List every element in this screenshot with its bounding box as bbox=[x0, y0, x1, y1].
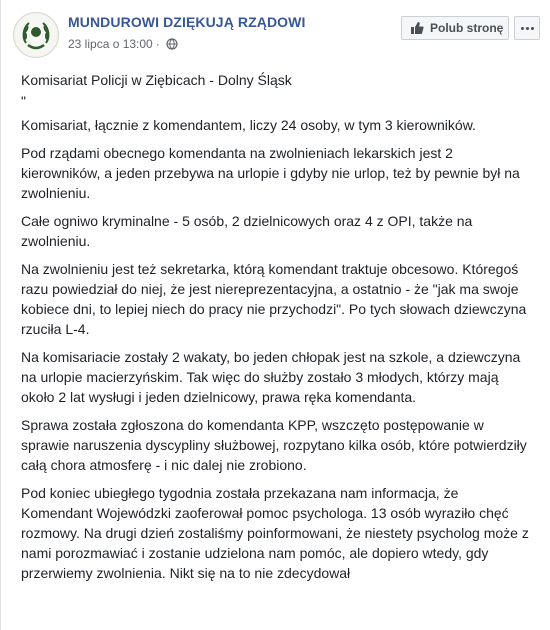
post-meta bbox=[68, 37, 178, 53]
laurel-wreath-logo-icon bbox=[14, 13, 58, 57]
like-page-label: Polub stronę bbox=[430, 21, 504, 35]
like-page-button[interactable] bbox=[401, 16, 509, 40]
post-paragraph: Pod koniec ubiegłego tygodnia została przekazana nam informacja, że Komendant Wojewódzki zaoferował pomoc psychologa. 13 osób wyraziło chęć rozmowy. Na drugi dzień zostaliśmy poinformowani, że niestety psycholog może z nami porozmawiać i zostanie udzielona nam pomóc, ale dopiero wtedy, gdy przerwiemy zwolnienia. Nikt się na to nie zdecydował bbox=[21, 485, 529, 581]
post-title: Komisariat Policji w Ziębicach - Dolny Śląsk bbox=[21, 72, 292, 88]
post-header bbox=[11, 10, 541, 60]
post-paragraph: Całe ogniwo kryminalne - 5 osób, 2 dzielnicowych oraz 4 z OPI, także na zwolnieniu. bbox=[21, 213, 473, 249]
post-date-link[interactable]: 23 lipca o 13:00 bbox=[68, 37, 153, 51]
post-paragraph: Komisariat, łącznie z komendantem, liczy 24 osoby, w tym 3 kierowników. bbox=[21, 117, 476, 133]
post-paragraph: Na komisariacie zostały 2 wakaty, bo jeden chłopak jest na szkole, a dziewczyna na urlopie macierzyńskim. Tak więc do służby zostało 3 młodych, którzy mają około 2 lat wysługi i jeden dzielnicowy, prawa ręka komendanta. bbox=[21, 349, 521, 405]
post-paragraph: Sprawa została zgłoszona do komendanta KPP, wszczęto postępowanie w sprawie naruszenia dyscypliny służbowej, rozpytano kilka osób, które potwierdziły całą chora atmosferę - i nic dalej nie zrobiono. bbox=[21, 417, 527, 473]
more-options-icon[interactable] bbox=[514, 16, 540, 40]
post-paragraph: Na zwolnieniu jest też sekretarka, którą komendant traktuje obcesowo. Któregoś razu powiedział do niej, że jest niereprezentacyjna, a ostatnio - że "jak ma swoje kobiece dni, to lepiej niech do pracy nie przychodzi". Po tych słowach dziewczyna rzuciła L-4. bbox=[21, 261, 527, 337]
page-name-link[interactable]: MUNDUROWI DZIĘKUJĄ RZĄDOWI bbox=[68, 14, 306, 30]
page-avatar[interactable] bbox=[13, 12, 59, 58]
thumbs-up-icon bbox=[410, 21, 424, 35]
meta-separator: · bbox=[155, 37, 160, 51]
post-paragraph: Pod rządami obecnego komendanta na zwolnieniach lekarskich jest 2 kierowników, a jeden przebywa na urlopie i gdyby nie urlop, też by pewnie był na zwolnieniu. bbox=[21, 145, 520, 201]
post-body bbox=[21, 70, 531, 591]
globe-icon[interactable] bbox=[166, 38, 178, 53]
post-quote-mark: " bbox=[21, 93, 26, 109]
